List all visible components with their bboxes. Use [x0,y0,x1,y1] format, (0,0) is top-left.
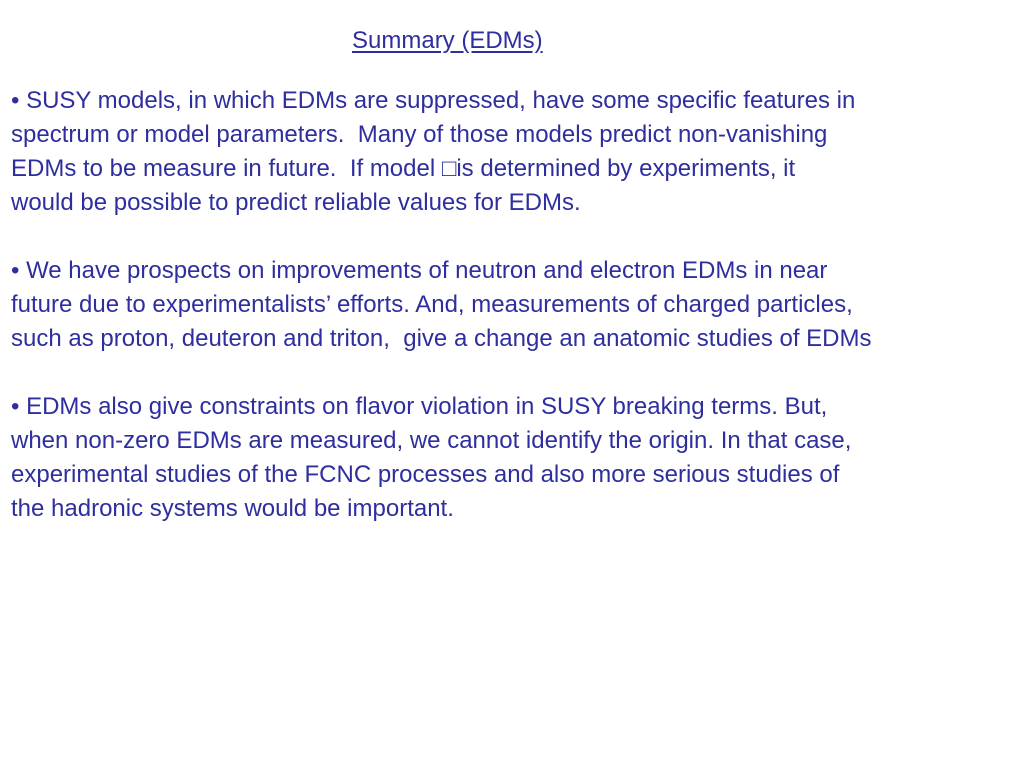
bullet-line: • SUSY models, in which EDMs are suppressed, have some specific features in [11,87,856,114]
bullet-paragraph-constraints [11,390,1024,526]
bullet-line: would be possible to predict reliable values for EDMs. [11,189,581,216]
bullet-line: experimental studies of the FCNC processes and also more serious studies of [11,461,840,488]
bullet-line: EDMs to be measure in future. If model □is determined by experiments, it [11,155,796,182]
bullet-line: when non-zero EDMs are measured, we cannot identify the origin. In that case, [11,427,852,454]
bullet-paragraph-susy-models [11,84,1024,220]
bullet-line: such as proton, deuteron and triton, give a change an anatomic studies of EDMs [11,325,872,352]
slide-body [11,84,1024,560]
bullet-line: the hadronic systems would be important. [11,495,454,522]
bullet-paragraph-prospects [11,254,1024,356]
bullet-line: spectrum or model parameters. Many of those models predict non-vanishing [11,121,828,148]
bullet-line: future due to experimentalists’ efforts. And, measurements of charged particles, [11,291,853,318]
bullet-line: • We have prospects on improvements of neutron and electron EDMs in near [11,257,828,284]
bullet-line: • EDMs also give constraints on flavor violation in SUSY breaking terms. But, [11,393,828,420]
slide-title: Summary (EDMs) [352,27,543,54]
